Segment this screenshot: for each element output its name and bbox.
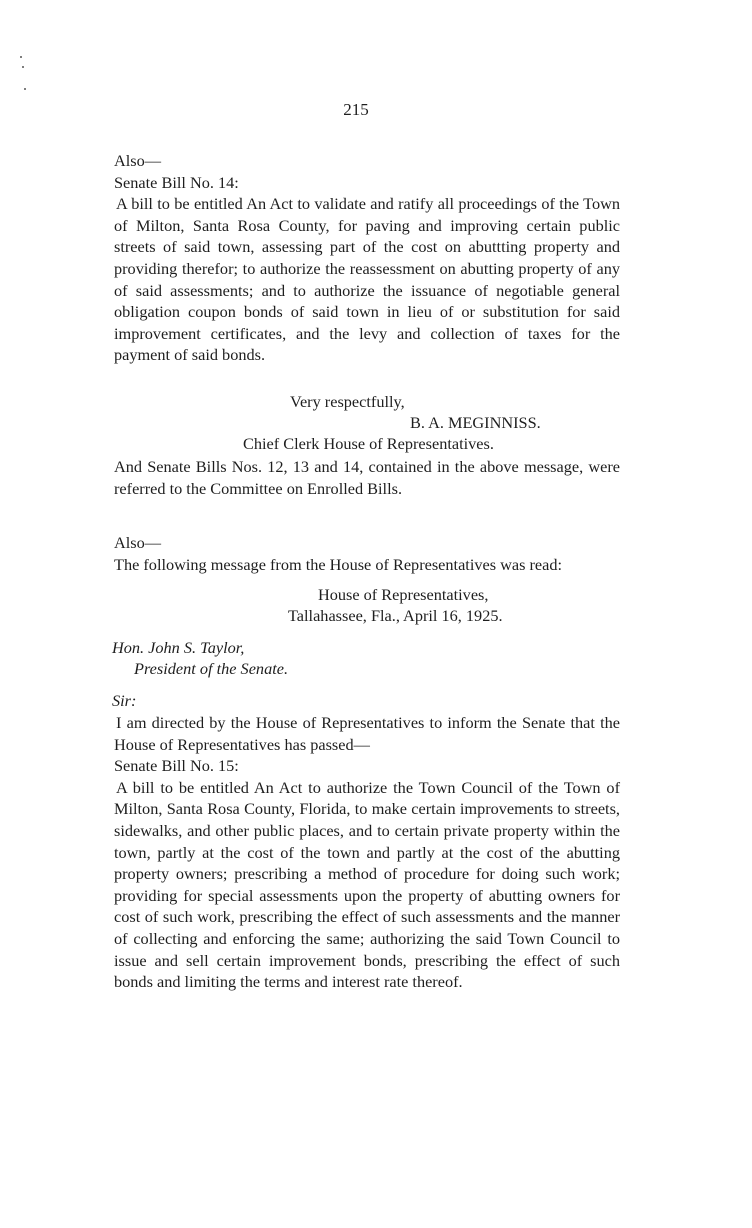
scan-speck bbox=[22, 66, 24, 68]
also-heading: Also— bbox=[114, 533, 162, 552]
bill-label: Senate Bill No. 14: bbox=[114, 172, 239, 192]
referral-paragraph: And Senate Bills Nos. 12, 13 and 14, contained in the above message, were referred to the Committee on Enrolled Bills. bbox=[114, 457, 620, 498]
scan-speck bbox=[24, 88, 26, 90]
message-intro: The following message from the House of Representatives was read: bbox=[114, 554, 563, 574]
bill-label: Senate Bill No. 15: bbox=[114, 756, 239, 776]
bill-text: A bill to be entitled An Act to validate and ratify all proceedings of the Town of Milton, Santa Rosa County, for paving and improving certain public streets of said town, assessing part of the cost on abuttting property and providing therefor; to authorize the reassessment on abutting property of any of said assessments; and to authorize the issuance of negotiable general obligation coupon bonds of said town in lieu of or substitution for said improvement certificates, and the levy and collection of taxes for the payment of said bonds. bbox=[114, 194, 620, 365]
addressee-title: President of the Senate. bbox=[134, 659, 289, 678]
senate-bill-14-block bbox=[114, 150, 620, 366]
addressee-name: Hon. John S. Taylor, bbox=[112, 638, 245, 657]
also-heading: Also— bbox=[114, 151, 162, 170]
letter-header-date: Tallahassee, Fla., April 16, 1925. bbox=[288, 606, 503, 625]
message-text: I am directed by the House of Representatives to inform the Senate that the House of Representatives has passed— bbox=[114, 713, 620, 754]
signer-name: B. A. MEGINNISS. bbox=[410, 413, 541, 432]
page-number: 215 bbox=[343, 100, 369, 119]
message-body-block bbox=[114, 712, 620, 993]
closing-line: Very respectfully, bbox=[290, 392, 405, 411]
letter-header-org: House of Representatives, bbox=[318, 585, 489, 604]
bill-text: A bill to be entitled An Act to authorize the Town Council of the Town of Milton, Santa Rosa County, Florida, to make certain improvements to streets, sidewalks, and other public places, and to certain private property within the town, partly at the cost of the town and partly at the cost of the abutting property owners; prescribing a method of procedure for doing such work; providing for special assessments upon the property of abutting owners for cost of such work, prescribing the effect of such assessments and the manner of collecting and enforcing the same; authorizing the said Town Council to issue and sell certain improvement bonds, prescribing the effect of such bonds and limiting the terms and interest rate thereof. bbox=[114, 777, 620, 992]
house-message-block bbox=[114, 532, 620, 575]
scan-speck bbox=[20, 56, 22, 58]
signer-title: Chief Clerk House of Representatives. bbox=[243, 434, 494, 453]
salutation: Sir: bbox=[112, 691, 137, 710]
